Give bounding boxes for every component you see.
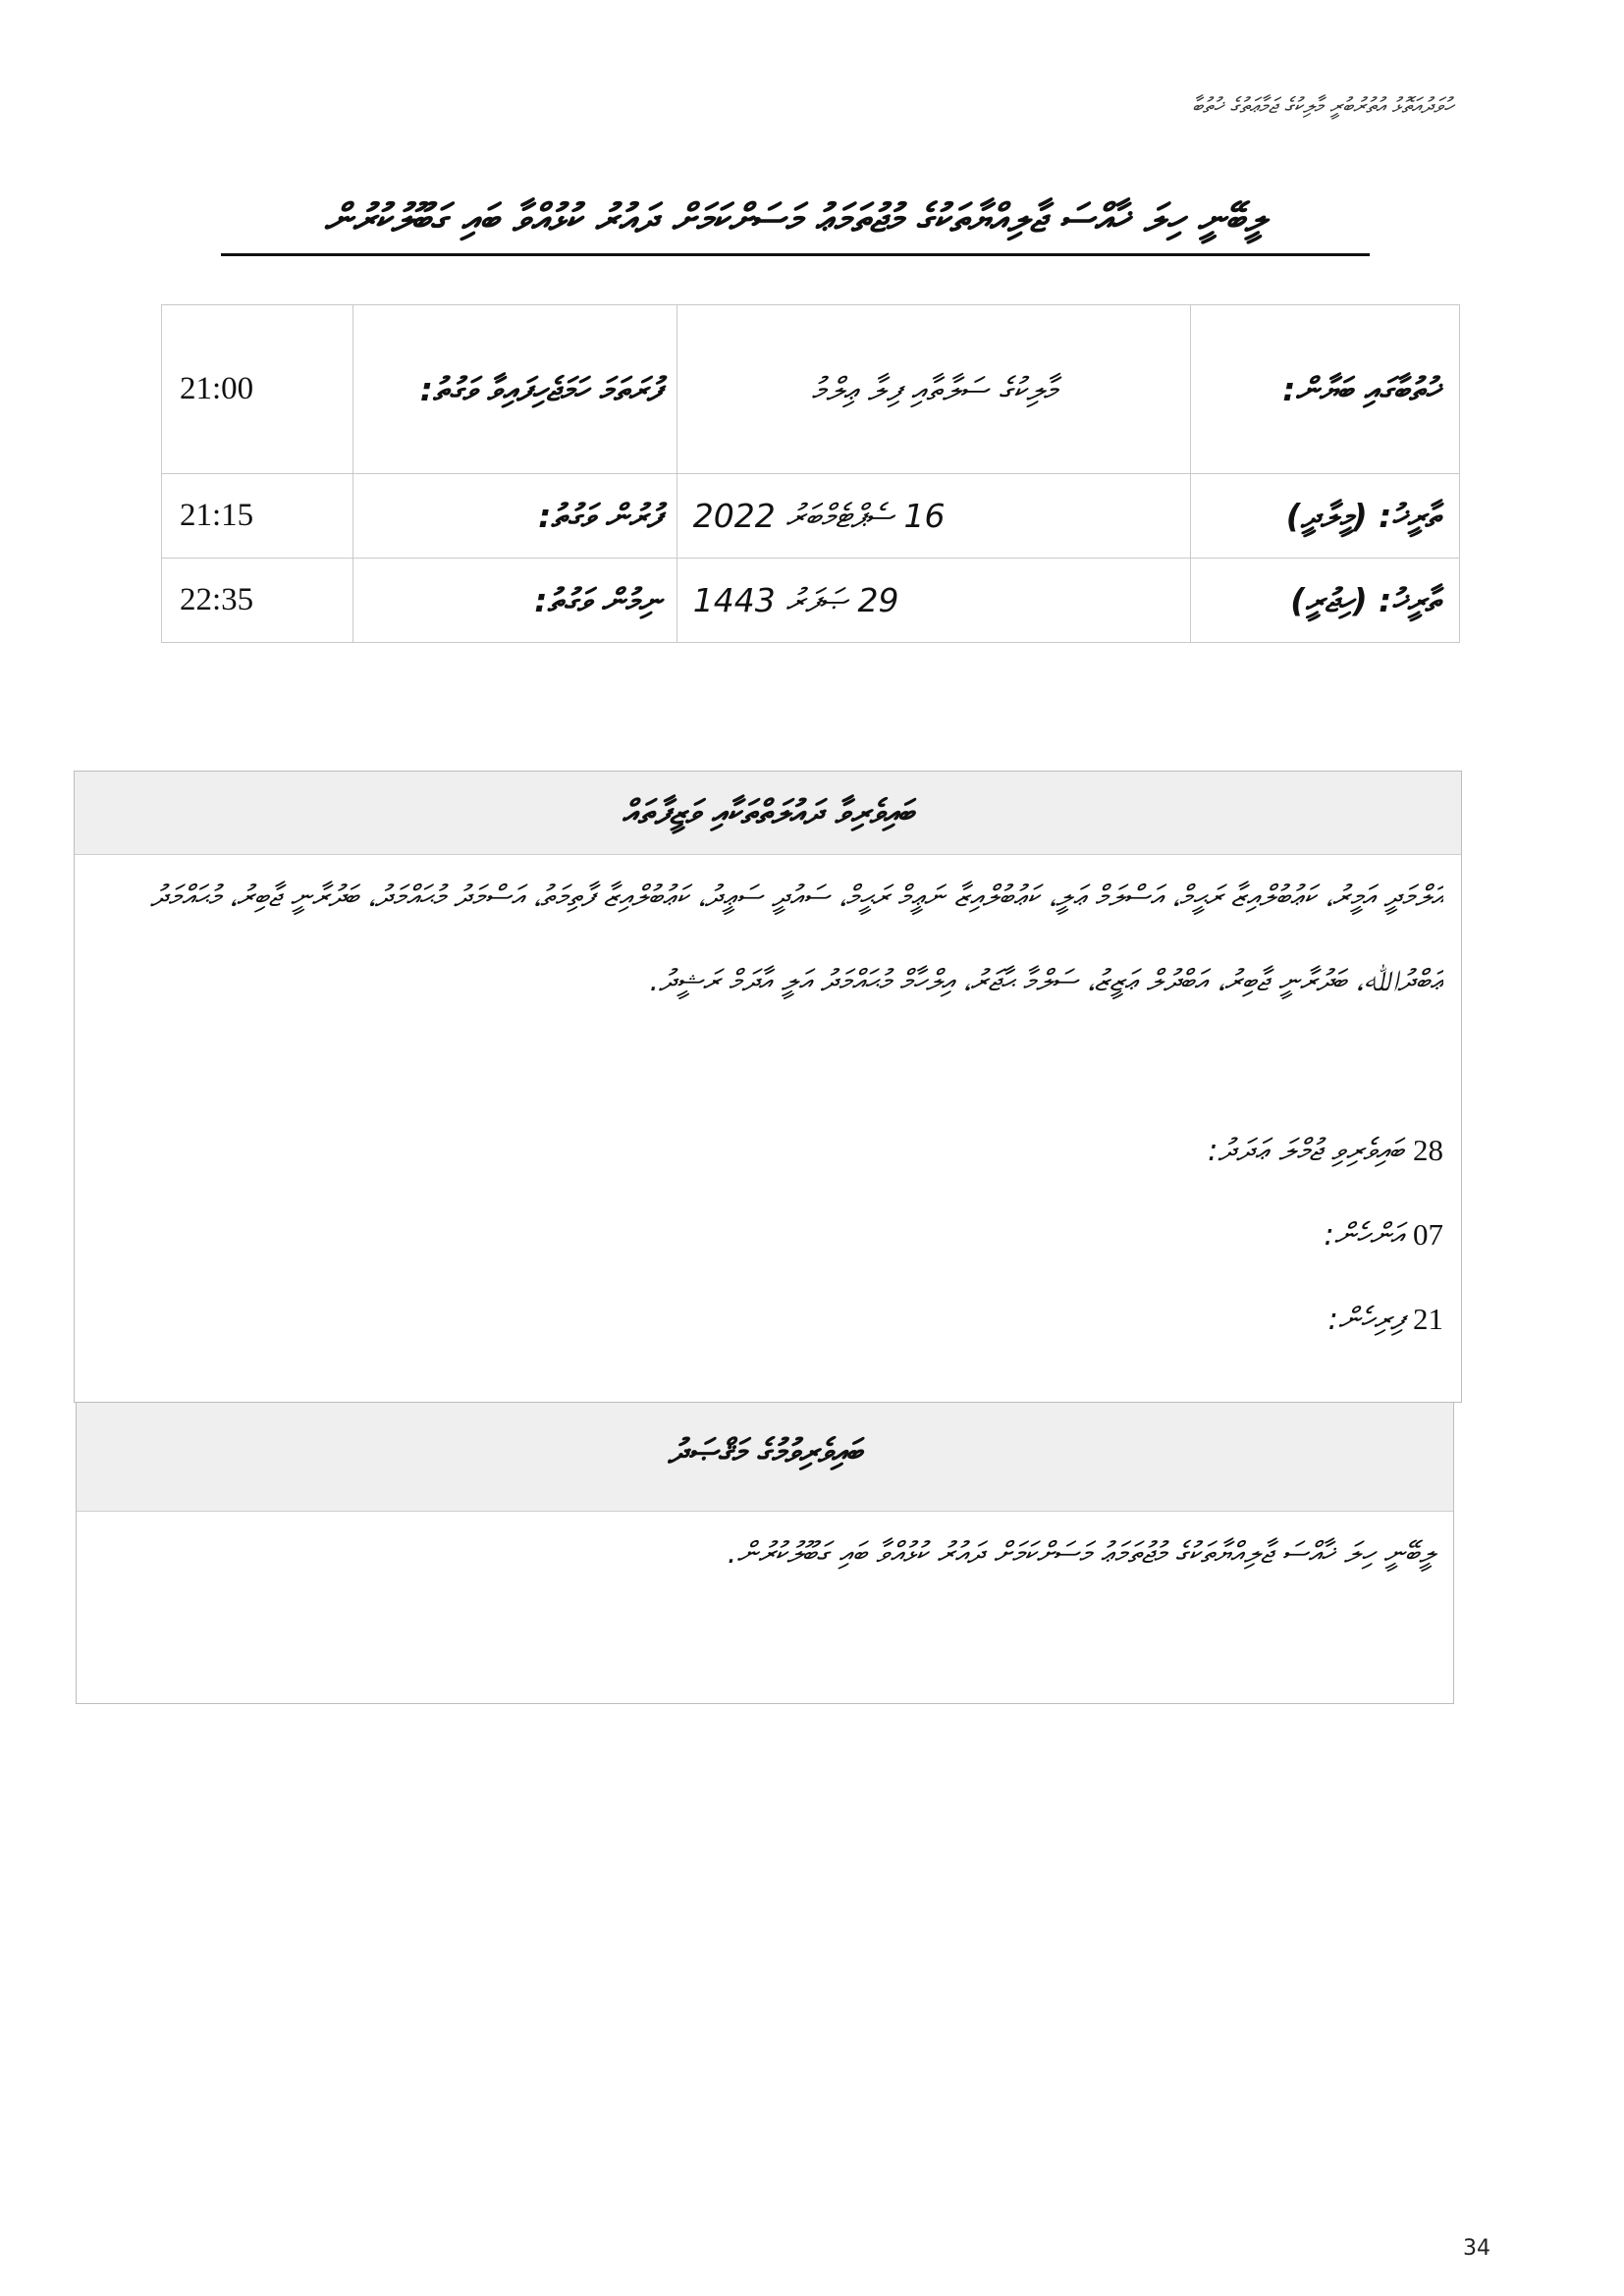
gregorian-date-value: 16 ސެޕްޓެމްބަރު 2022 [677, 474, 1191, 559]
stat-male-value: 21 [1413, 1302, 1443, 1336]
participants-body [75, 855, 1461, 1362]
table-row [162, 474, 1460, 559]
start-time-label: ފުރަތަމަ ހަމަޖެހިފައިވާ ވަގުތު: [352, 305, 677, 474]
opening-time-value: 21:15 [162, 474, 353, 559]
stat-male-count [92, 1277, 1443, 1362]
hijri-date-label: ތާރީޚު: (ހިޖުރީ) [1191, 559, 1460, 643]
topic-value: މާލިކުގެ ސަލާތާއި ފިލާ ޢިލްމު [677, 305, 1191, 474]
start-time-value: 21:00 [162, 305, 353, 474]
objective-box [76, 1402, 1454, 1704]
stat-total-label: ބައިވެރިވި ޖުމްލަ ޢަދަދު: [1208, 1133, 1404, 1168]
opening-time-label: ފުރުން ވަގުތު: [352, 474, 677, 559]
closing-time-label: ނިމުން ވަގުތު: [352, 559, 677, 643]
title-underline [221, 253, 1370, 256]
objective-paragraph: ލީބޭނީ ހިލަ ޚާއްސަ ޖާލިއްޔާތަކުގެ މުޖުތަމަޢު މަސަށްކަމަށް ދައުރު ކުޅުއްވާ ބައި ގަބޫލުކުރުން. [727, 1536, 1435, 1571]
stat-total-value: 28 [1413, 1133, 1443, 1167]
running-header: ހުވަދުއަތޮޅު އުތުރުބުރީ މާލިކުގެ ޖަމާޢަތުގެ ޚުތުބާ [1192, 94, 1453, 119]
stat-female-count [92, 1193, 1443, 1277]
closing-time-value: 22:35 [162, 559, 353, 643]
objective-heading: ބައިވެރިވުމުގެ މަޤްޞަދު [77, 1403, 1453, 1512]
participants-box [74, 771, 1462, 1403]
stat-male-label: ފިރިހެން: [1327, 1302, 1404, 1337]
objective-body [77, 1512, 1453, 1596]
gregorian-date-label: ތާރީޚު: (މީލާދީ) [1191, 474, 1460, 559]
stat-female-label: އަންހެން: [1324, 1217, 1404, 1253]
table-row [162, 305, 1460, 474]
page-number: 34 [1463, 2236, 1490, 2261]
participants-heading: ބައިވެރިވާ ދައުލަތްތަކާއި ވަޒީފާތައް [75, 772, 1461, 855]
schedule-table [161, 304, 1460, 643]
page-title: ލީބޭނީ ހިލަ ޚާއްސަ ޖާލިއްޔާތަކުގެ މުޖުތަމަޢު މަސަށްކަމަށް ދައުރު ކުޅުއްވާ ބައި ގަބޫލުކުރުން [324, 196, 1267, 241]
topic-label: ޚުތުބާގައި ބަޔާން: [1191, 305, 1460, 474]
table-row [162, 559, 1460, 643]
participants-paragraph: އަލްމަދީ އަމީރު، ކަޢުބުލްއިޒާ ރަޙީމް، އަސްލަމް ޢަލީ، ކަޢުބުލްއިޒާ ނަޢީމް ރަޙީމް، ސައުދީ ސަޢީދު، ކަޢުބުލްއިޒާ ފާތިމަތު، އަސްމަދު މުޙައްމަދު، ބަދުރާނީ ޖާބިރު، މުޙައްމަދު ޢަބްދުﷲ، ބަދުރާނީ ޖާބިރު، އަބްދުލް ޢަޒީޒު، ސަލްމާ ޙާޖަރު، އިލްހާމް މުޙައްމަދު އަލީ އާދަމް ރަޝީދު. [150, 880, 1443, 998]
stat-female-value: 07 [1413, 1217, 1443, 1252]
hijri-date-value: 29 ޞަފަރު 1443 [677, 559, 1191, 643]
stat-total [92, 1108, 1443, 1193]
